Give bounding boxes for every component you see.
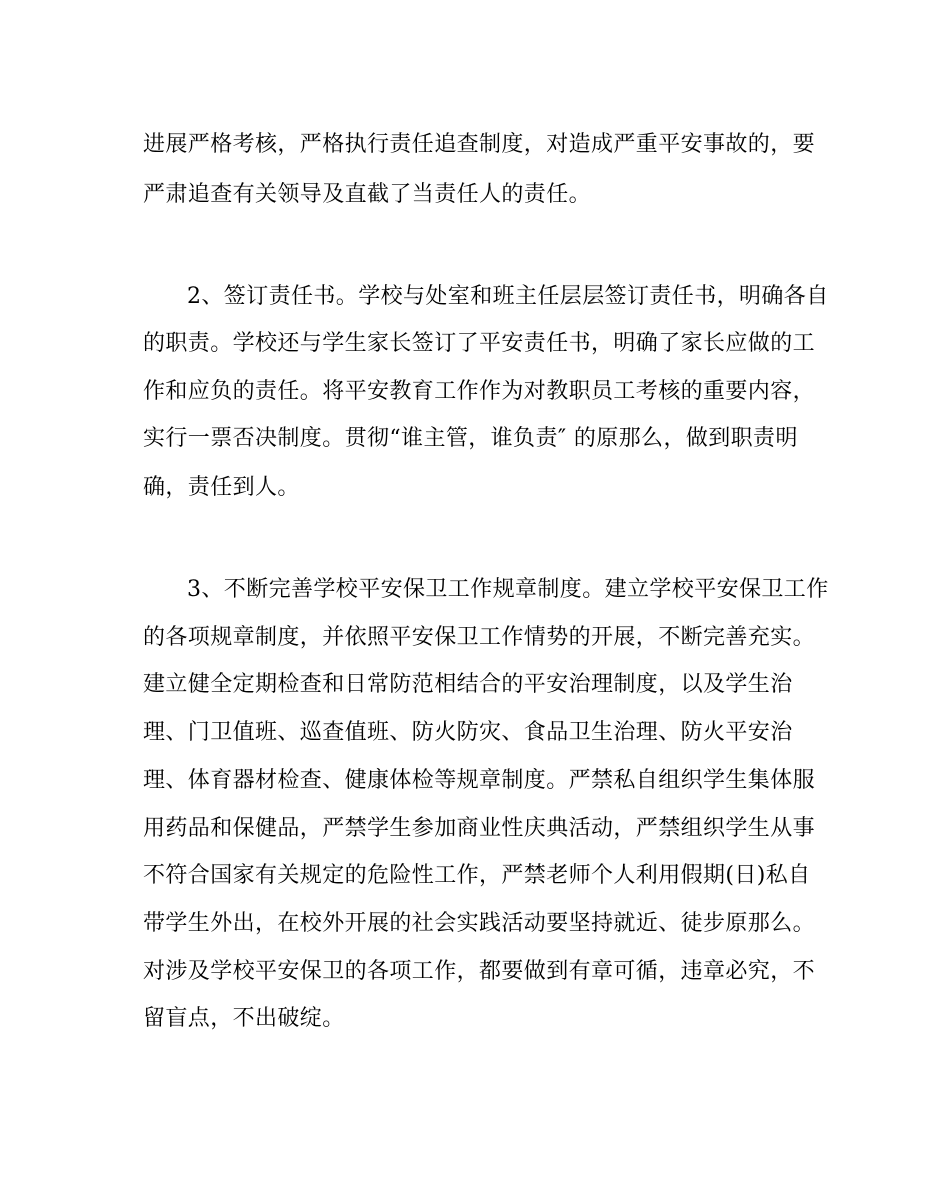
paragraph-line: 建立健全定期检查和日常防范相结合的平安治理制度，以及学生治 [143,672,793,697]
paragraph-line: 实行一票否决制度。贯彻“谁主管，谁负责″ 的原那么，做到职责明 [143,426,798,451]
paragraph-line: 作和应负的责任。将平安教育工作作为对教职员工考核的重要内容， [143,379,816,404]
paragraph-line: 确，责任到人。 [143,475,300,500]
paragraph-line: 进展严格考核，严格执行责任追查制度，对造成严重平安事故的，要 [143,132,816,157]
paragraph-line: 3、不断完善学校平安保卫工作规章制度。建立学校平安保卫工作 [187,577,829,602]
paragraph-line: 理、门卫值班、巡查值班、防火防灾、食品卫生治理、防火平安治 [143,720,793,745]
paragraph-line: 留盲点，不出破绽。 [143,1006,345,1031]
paragraph-line: 的职责。学校还与学生家长签订了平安责任书，明确了家长应做的工 [143,331,816,356]
paragraph-line: 2、签订责任书。学校与处室和班主任层层签订责任书，明确各自 [187,284,829,309]
paragraph-line: 对涉及学校平安保卫的各项工作，都要做到有章可循，违章必究，不 [143,959,816,984]
paragraph-line: 的各项规章制度，并依照平安保卫工作情势的开展，不断完善充实。 [143,625,816,650]
paragraph-line: 严肃追查有关领导及直截了当责任人的责任。 [143,182,592,207]
paragraph-line: 带学生外出，在校外开展的社会实践活动要坚持就近、徒步原那么。 [143,911,816,936]
paragraph-line: 不符合国家有关规定的危险性工作，严禁老师个人利用假期(日)私自 [143,863,811,888]
paragraph-line: 用药品和保健品，严禁学生参加商业性庆典活动，严禁组织学生从事 [143,816,816,841]
paragraph-line: 理、体育器材检查、健康体检等规章制度。严禁私自组织学生集体服 [143,768,816,793]
